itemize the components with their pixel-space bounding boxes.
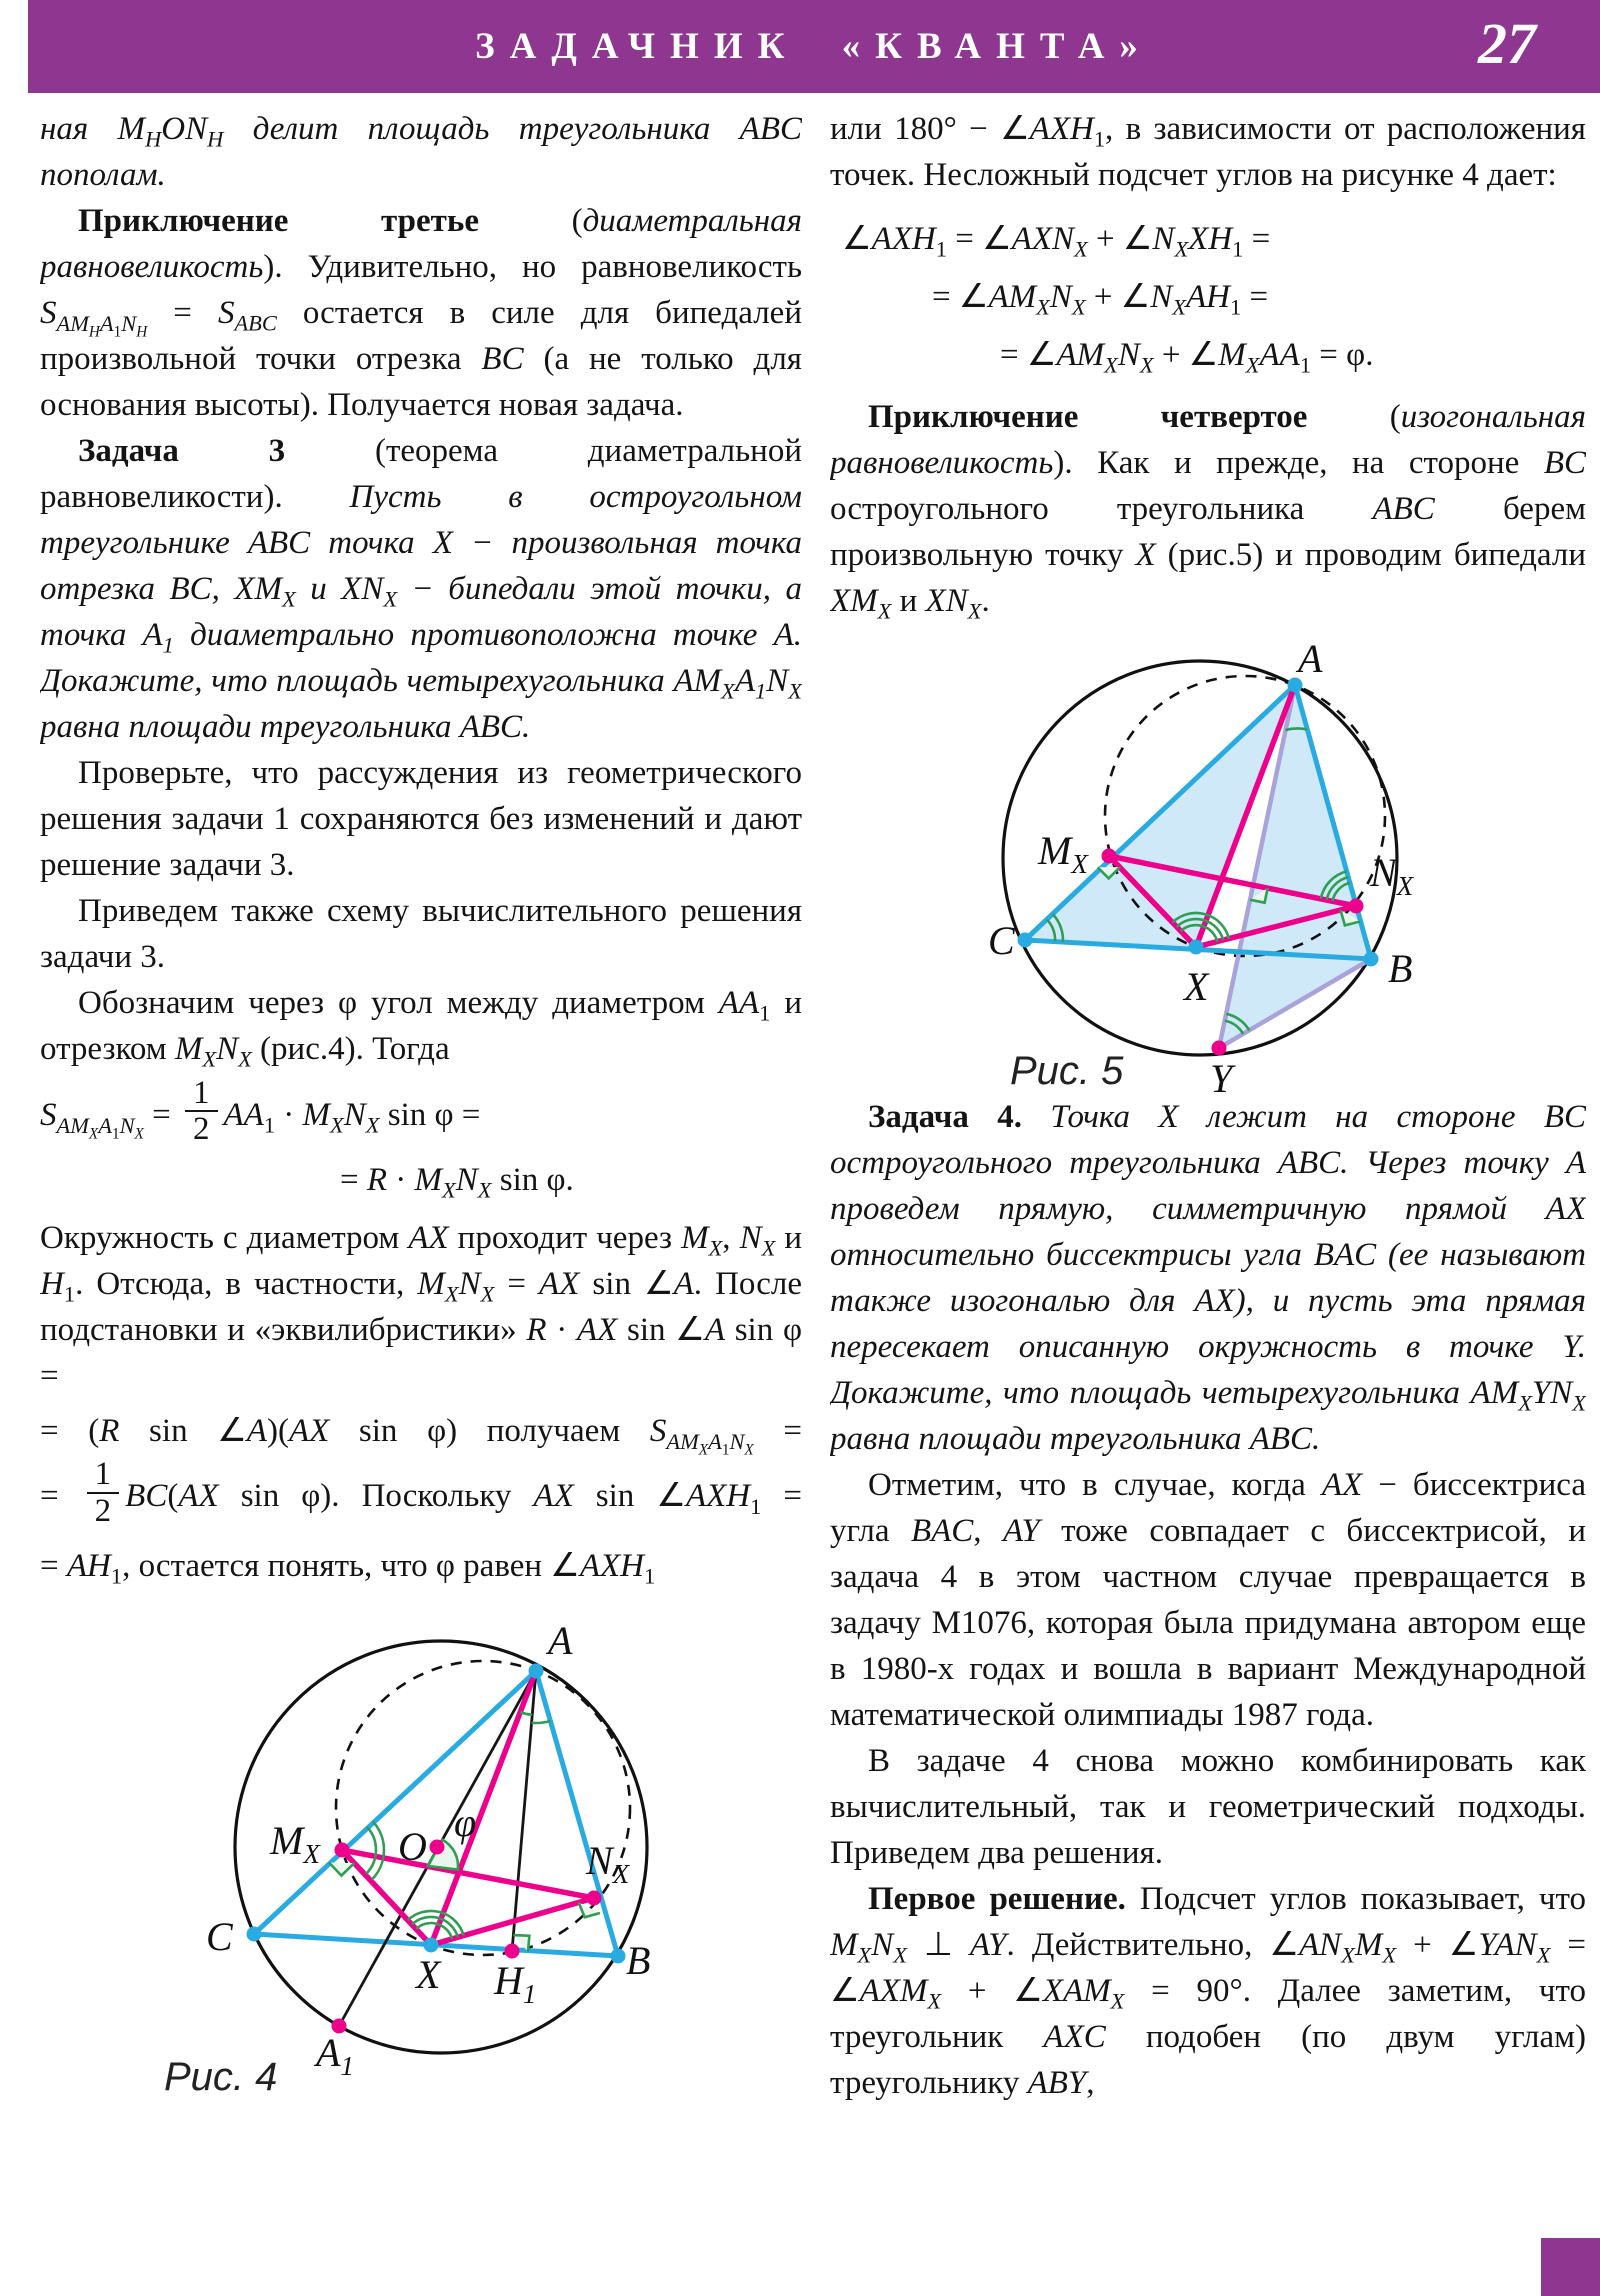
figure-4	[118, 1612, 802, 2112]
label-c: C	[988, 918, 1015, 963]
label-a: A	[1298, 636, 1323, 681]
equation-line: = $\angle AM_XN_X$ + $\angle M_XAA_1 = \varphi$.	[1000, 337, 1374, 378]
label-o: O	[398, 1824, 427, 1870]
display-formula: = $R \cdot M_XN_X$ sin φ.	[340, 1162, 574, 1203]
formula-line: = $AH_1$, остается понять, что φ равен $\angle AXH_1$	[40, 1548, 656, 1589]
paragraph: Приключение четвертое (изогональная равновеликость). Как и прежде, на стороне BC остроугольного треугольника ABC берем произвольную точку X (рис.5) и проводим бипедали $XM_X$ и $XN_X$.	[830, 399, 1586, 624]
label-h1: $H_1$	[494, 1958, 537, 2010]
paragraph: В задаче 4 снова можно комбинировать как вычислительный, так и геометрический подходы. Приведем два решения.	[830, 1743, 1586, 1871]
label-b: B	[626, 1938, 651, 1984]
paragraph: или $180^\circ - \angle AXH_1$, в зависимости от расположения точек. Несложный подсчет углов на рисунке 4 дает:	[830, 111, 1586, 193]
formula-line: = (R sin ∠A)(AX sin φ) получаем $S_{AM_XA_1N_X}$ =	[40, 1413, 802, 1459]
equation-block	[842, 210, 1586, 384]
page-number: 27	[1478, 11, 1536, 76]
paragraph: Проверьте, что рассуждения из геометрического решения задачи 1 сохраняются без изменений и дают решение задачи 3.	[40, 755, 802, 883]
formula-line: = $\frac{1}{2}$ BC(AX sin φ). Поскольку AX $\sin \angle AXH_1$ =	[40, 1456, 802, 1529]
label-a1: $A_1$	[316, 2030, 354, 2082]
page-corner-marker	[1541, 2238, 1600, 2296]
label-mx: $M_X$	[1038, 828, 1088, 879]
figure-5	[980, 632, 1450, 1094]
equation-line: $\angle AXH_1$ = $\angle AXN_X$ + $\angle N_XXH_1$ =	[842, 221, 1271, 262]
label-y: Y	[1210, 1056, 1233, 1094]
paragraph: Окружность с диаметром AX проходит через $M_X$, $N_X$ и $H_1$. Отсюда, в частности, $M_XN_X$ = AX sin ∠A. После подстановки и «эквилибристики» R · AX sin ∠A sin φ =	[40, 1220, 802, 1395]
paragraph: Обозначим через φ угол между диаметром $AA_1$ и отрезком $M_XN_X$ (рис.4). Тогда	[40, 985, 802, 1072]
triangle-abc	[254, 1671, 618, 1956]
paragraph: Задача 4. Точка X лежит на стороне BC остроугольного треугольника ABC. Через точку A проведем прямую, симметричную прямой AX относительно биссектрисы угла BAC (ее называют также изогональю для AX), и пусть эта прямая пересекает описанную окружность в точке Y. Докажите, что площадь четырехугольника $AM_XYN_X$ равна площади треугольника ABC.	[830, 1099, 1586, 1457]
label-x: X	[416, 1952, 441, 1998]
paragraph: Приведем также схему вычислительного решения задачи 3.	[40, 893, 802, 975]
paragraph: Приключение третье (диаметральная равновеликость). Удивительно, но равновеликость $S_{AM_HA_1N_H} = S_{ABC}$ остается в силе для бипедалей произвольной точки отрезка BC (а не только для основания высоты). Получается новая задача.	[40, 203, 802, 423]
label-phi: φ	[454, 1800, 477, 1846]
equation-line: = $\angle AM_XN_X$ + $\angle N_XAH_1$ =	[932, 279, 1269, 320]
paragraph: Первое решение. Подсчет углов показывает, что $M_XN_X$ ⊥ AY. Действительно, $\angle AN_XM_X$ + $\angle YAN_X$ = $\angle AXM_X$ + $\angle XAM_X = 90^\circ$. Далее заметим, что треугольник AXC подобен (по двум углам) треугольнику ABY,	[830, 1881, 1586, 2101]
left-column	[40, 106, 802, 2296]
header-band	[28, 0, 1600, 93]
figure-4-caption: Рис. 4	[164, 2055, 278, 2100]
page-title: ЗАДАЧНИК «КВАНТА»	[475, 26, 1153, 67]
label-a: A	[548, 1618, 573, 1664]
display-formula: $S_{AM_XA_1N_X}$ = $\frac{1}{2}$ $AA_1 \cdot M_XN_X$ sin φ =	[40, 1074, 481, 1148]
right-column	[830, 106, 1586, 2296]
label-b: B	[1388, 946, 1413, 991]
label-c: C	[206, 1914, 233, 1960]
label-nx: $N_X$	[1370, 850, 1414, 901]
label-nx: $N_X$	[586, 1838, 630, 1890]
figure-labels	[164, 1618, 650, 2099]
figure-5-caption: Рис. 5	[1010, 1049, 1124, 1093]
paragraph: Задача 3 (теорема диаметральной равновеликости). Пусть в остроугольном треугольнике ABC точка X − произвольная точка отрезка BC, $XM_X$ и $XN_X$ − бипедали этой точки, а точка $A_1$ диаметрально противоположна точке A. Докажите, что площадь четырехугольника $AM_XA_1N_X$ равна площади треугольника ABC.	[40, 433, 802, 745]
paragraph: Отметим, что в случае, когда AX − биссектриса угла BAC, AY тоже совпадает с биссектрисой, и задача 4 в этом частном случае превращается в задачу М1076, которая была придумана автором еще в 1980-х годах и вошла в вариант Международной математической олимпиады 1987 года.	[830, 1467, 1586, 1733]
label-x: X	[1184, 964, 1209, 1009]
label-mx: $M_X$	[270, 1818, 320, 1870]
paragraph: ная $M_HON_H$ делит площадь треугольника ABC пополам.	[40, 111, 802, 193]
